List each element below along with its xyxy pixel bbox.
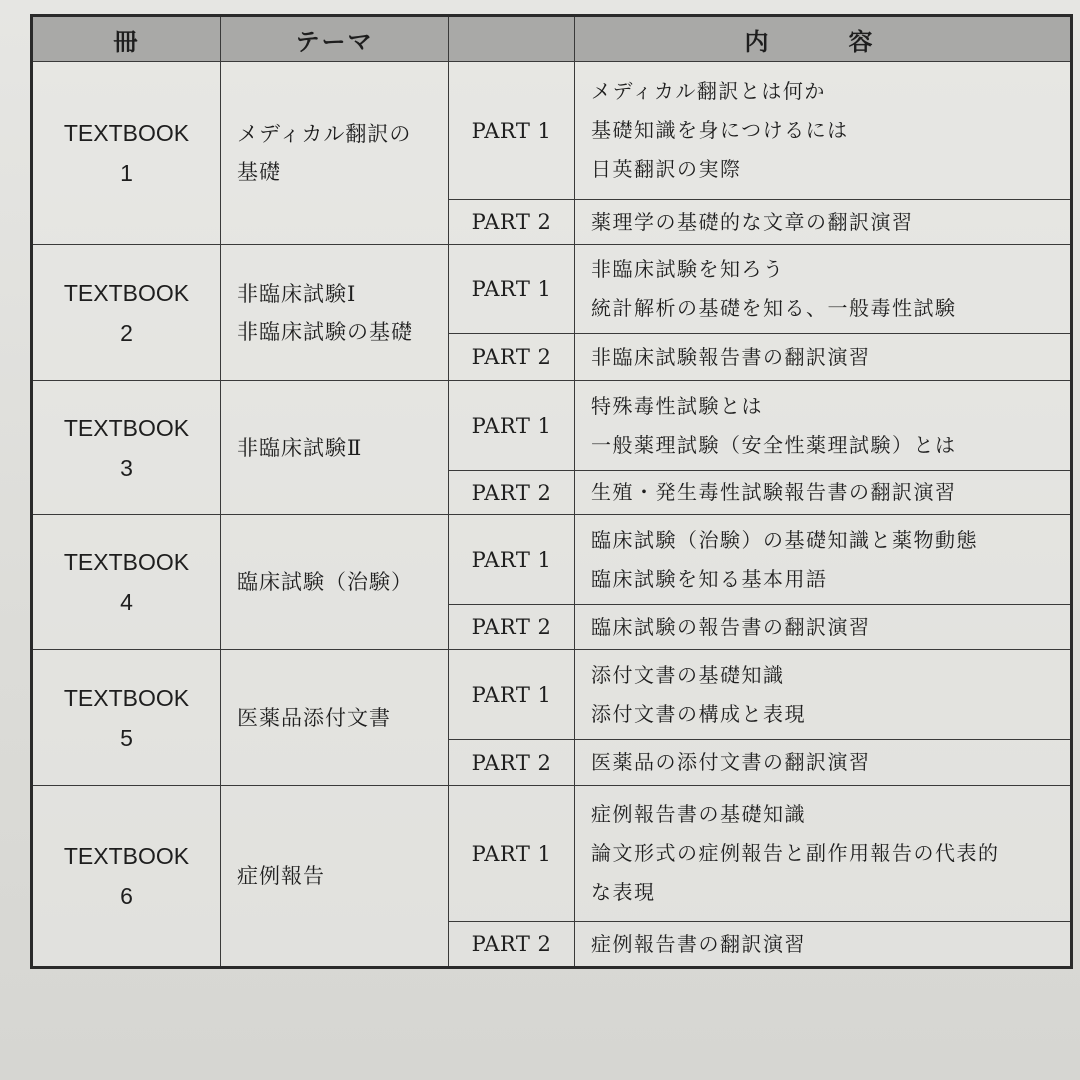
content-line: 症例報告書の基礎知識 — [591, 802, 806, 826]
textbook-label: TEXTBOOK — [63, 414, 190, 441]
theme-cell — [221, 245, 449, 381]
part-label: PART 1 — [449, 381, 575, 471]
content-line: 基礎知識を身につけるには — [591, 118, 849, 142]
textbook-number: 6 — [120, 883, 133, 909]
table-row — [32, 381, 1072, 471]
table-row — [32, 650, 1072, 740]
theme-text: 非臨床試験Ⅰ — [237, 281, 357, 306]
content-cell — [575, 922, 1072, 968]
content-cell — [575, 334, 1072, 381]
content-line: 臨床試験（治験）の基礎知識と薬物動態 — [591, 527, 978, 552]
part-label: PART 2 — [449, 471, 575, 515]
theme-cell — [221, 381, 449, 515]
content-line: 添付文書の基礎知識 — [591, 662, 785, 687]
textbook-cell — [32, 62, 221, 245]
content-cell — [575, 515, 1072, 605]
textbook-label: TEXTBOOK — [63, 684, 190, 711]
header-row — [32, 16, 1072, 62]
content-cell — [575, 200, 1072, 245]
content-cell — [575, 786, 1072, 922]
theme-text: 症例報告 — [237, 864, 325, 888]
textbook-cell — [32, 245, 221, 381]
theme-text: 非臨床試験の基礎 — [237, 319, 413, 344]
textbook-cell — [32, 650, 221, 786]
theme-text: 臨床試験（治験） — [237, 570, 413, 594]
content-line: 一般薬理試験（安全性薬理試験）とは — [591, 432, 957, 457]
theme-cell — [221, 650, 449, 786]
curriculum-table — [30, 14, 1073, 969]
textbook-cell — [32, 515, 221, 650]
part-label: PART 1 — [449, 786, 575, 922]
textbook-number: 5 — [120, 724, 133, 751]
part-label: PART 2 — [449, 922, 575, 968]
header-content — [575, 16, 1072, 62]
textbook-cell — [32, 381, 221, 515]
part-label: PART 1 — [449, 650, 575, 740]
content-line: 臨床試験を知る基本用語 — [591, 566, 828, 591]
theme-text: メディカル翻訳の — [237, 122, 412, 146]
table-row — [32, 515, 1072, 605]
part-label: PART 1 — [449, 515, 575, 605]
content-line: 薬理学の基礎的な文章の翻訳演習 — [591, 209, 914, 234]
content-line: 日英翻訳の実際 — [591, 157, 742, 181]
table-row — [32, 786, 1072, 922]
header-part — [449, 16, 575, 62]
content-cell — [575, 740, 1072, 786]
theme-cell — [221, 786, 449, 968]
theme-text: 非臨床試験Ⅱ — [237, 435, 363, 460]
content-line: 論文形式の症例報告と副作用報告の代表的 — [591, 841, 1000, 865]
content-cell — [575, 650, 1072, 740]
content-line: 症例報告書の翻訳演習 — [591, 931, 806, 956]
content-cell — [575, 381, 1072, 471]
part-label: PART 1 — [449, 245, 575, 334]
textbook-label: TEXTBOOK — [63, 120, 190, 146]
part-label: PART 2 — [449, 200, 575, 245]
part-label: PART 2 — [449, 605, 575, 650]
content-cell — [575, 62, 1072, 200]
part-label: PART 1 — [449, 62, 575, 200]
textbook-number: 3 — [120, 454, 133, 481]
textbook-cell — [32, 786, 221, 968]
content-line: 臨床試験の報告書の翻訳演習 — [591, 614, 871, 639]
header-content-label: 内 容 — [744, 27, 901, 56]
content-line: 医薬品の添付文書の翻訳演習 — [591, 750, 871, 774]
header-volume: 冊 — [32, 16, 221, 62]
textbook-label: TEXTBOOK — [63, 843, 190, 869]
theme-text: 医薬品添付文書 — [237, 705, 391, 730]
content-line: 統計解析の基礎を知る、一般毒性試験 — [591, 296, 957, 320]
textbook-label: TEXTBOOK — [63, 549, 190, 575]
content-line: 非臨床試験報告書の翻訳演習 — [591, 344, 871, 369]
content-cell — [575, 471, 1072, 515]
textbook-number: 4 — [120, 589, 133, 615]
content-line: 非臨床試験を知ろう — [591, 257, 785, 281]
content-line: な表現 — [591, 880, 656, 904]
part-label: PART 2 — [449, 740, 575, 786]
theme-cell — [221, 62, 449, 245]
content-line: 生殖・発生毒性試験報告書の翻訳演習 — [591, 480, 957, 504]
content-line: メディカル翻訳とは何か — [591, 79, 826, 103]
content-cell — [575, 605, 1072, 650]
textbook-label: TEXTBOOK — [63, 279, 190, 306]
textbook-number: 2 — [120, 319, 133, 346]
content-line: 添付文書の構成と表現 — [591, 701, 806, 726]
table-row — [32, 62, 1072, 200]
content-cell — [575, 245, 1072, 334]
content-line: 特殊毒性試験とは — [591, 393, 763, 418]
header-theme: テーマ — [221, 16, 449, 62]
textbook-number: 1 — [120, 160, 133, 186]
part-label: PART 2 — [449, 334, 575, 381]
table-row — [32, 245, 1072, 334]
theme-text: 基礎 — [237, 160, 281, 184]
theme-cell — [221, 515, 449, 650]
